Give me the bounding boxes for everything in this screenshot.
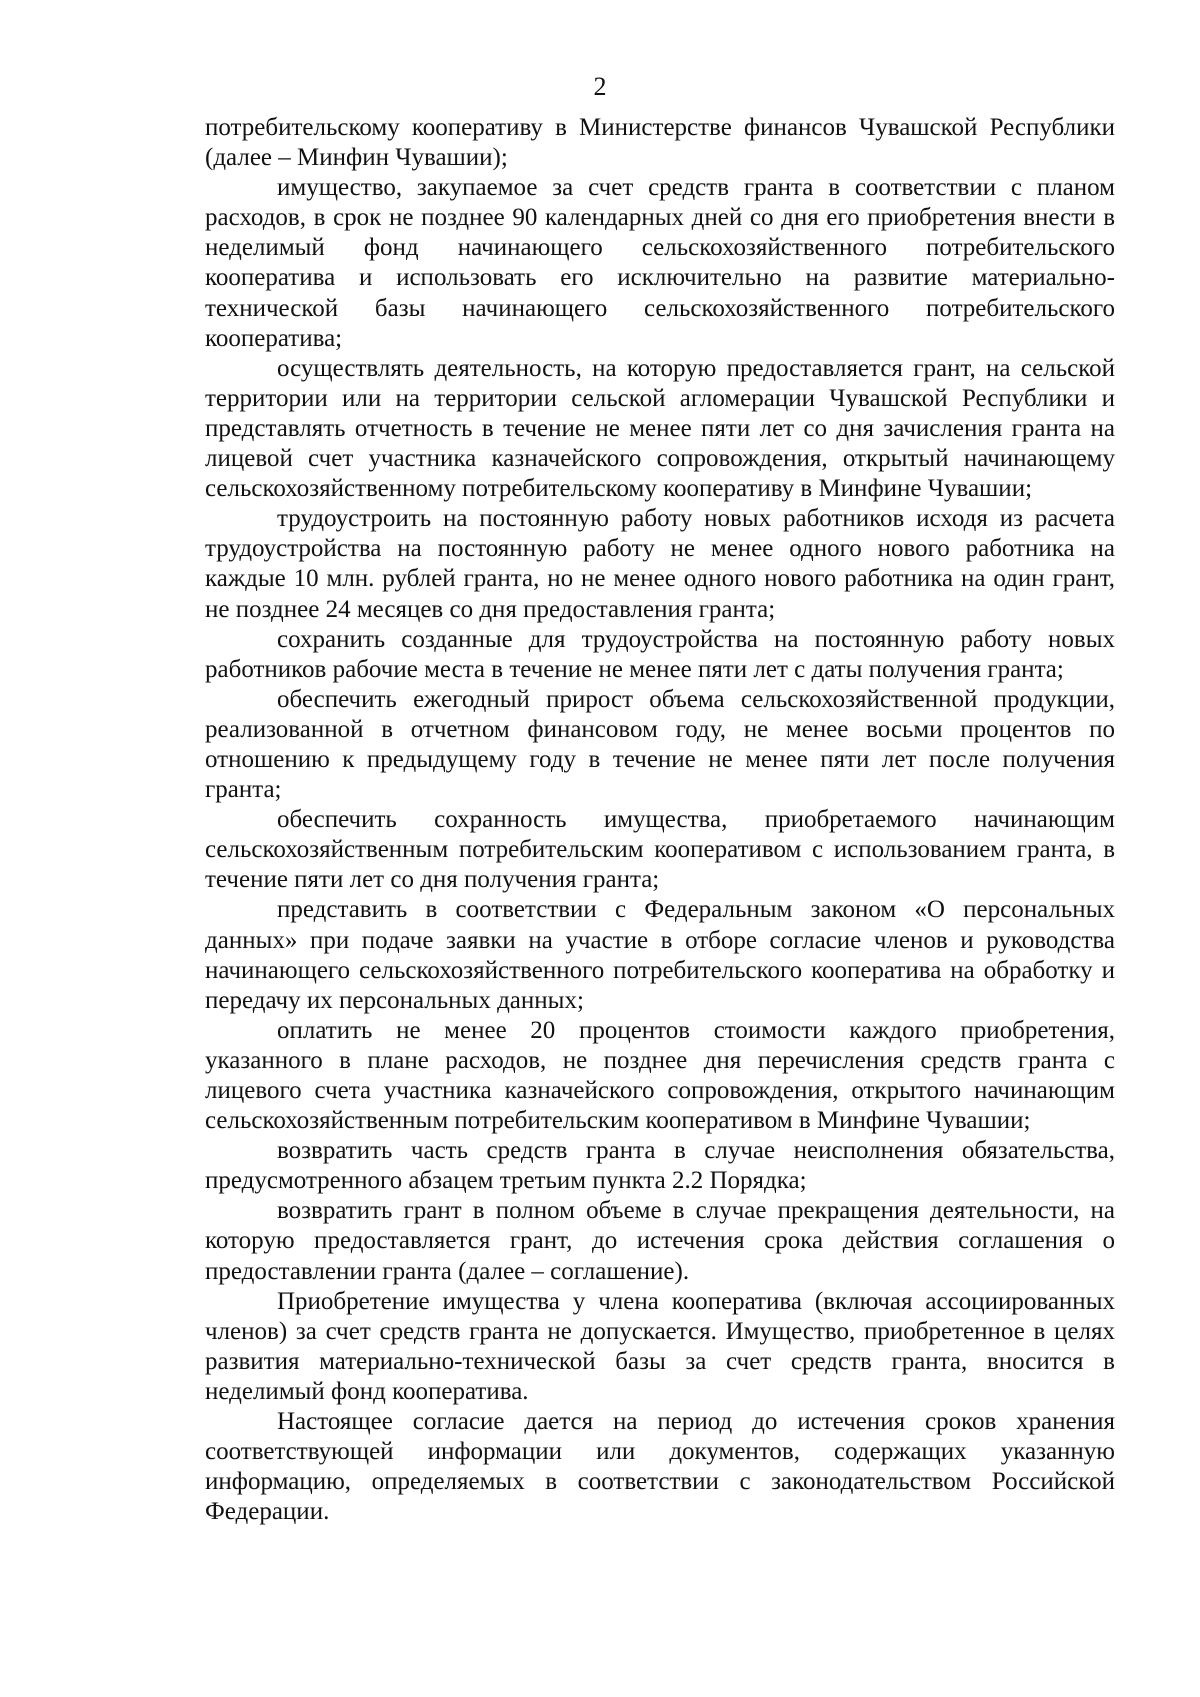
paragraph-full-return: возвратить грант в полном объеме в случае прекращения деятельности, на которую предоставляется грант, до истечения срока действия соглашения о предоставлении гранта (далее – соглашение). [205, 1197, 1115, 1285]
paragraph-safekeeping: обеспечить сохранность имущества, приобретаемого начинающим сельскохозяйственным потребительским кооперативом с использованием гранта, в течение пяти лет со дня получения гранта; [205, 806, 1115, 894]
paragraph-growth: обеспечить ежегодный прирост объема сельскохозяйственной продукции, реализованной в отчетном финансовом году, не менее восьми процентов по отношению к предыдущему году в течение не менее пяти лет после получения гранта; [205, 685, 1115, 804]
paragraph-property-fund: имущество, закупаемое за счет средств гранта в соответствии с планом расходов, в срок не позднее 90 календарных дней со дня его приобретения внести в неделимый фонд начинающего сельскохозяйственного потребительского кооператива и использовать его исключительно на развитие материально-технической базы начинающего сельскохозяйственного потребительского кооператива; [205, 174, 1115, 352]
paragraph-consent-period: Настоящее согласие дается на период до истечения сроков хранения соответствующей информации или документов, содержащих указанную информацию, определяемых в соответствии с законодательством Российской Федерации. [205, 1408, 1115, 1526]
paragraph-keep-jobs: сохранить созданные для трудоустройства на постоянную работу новых работников рабочие места в течение не менее пяти лет с даты получения гранта; [205, 625, 1115, 683]
paragraph-member-purchase: Приобретение имущества у члена кооператива (включая ассоциированных членов) за счет средств гранта не допускается. Имущество, приобретенное в целях развития материально-технической базы за счет средств гранта, вносится в неделимый фонд кооператива. [205, 1287, 1115, 1405]
paragraph-co-payment: оплатить не менее 20 процентов стоимости каждого приобретения, указанного в плане расходов, не позднее дня перечисления средств гранта с лицевого счета участника казначейского сопровождения, открытого начинающим сельскохозяйственным потребительским кооперативом в Минфине Чувашии; [205, 1016, 1115, 1135]
paragraph-activity-reporting: осуществлять деятельность, на которую предоставляется грант, на сельской территории или на территории сельской агломерации Чувашской Республики и представлять отчетность в течение не менее пяти лет со дня зачисления гранта на лицевой счет участника казначейского сопровождения, открытый начинающему сельскохозяйственному потребительскому кооперативу в Минфине Чувашии; [205, 354, 1115, 503]
page-number: 2 [593, 72, 607, 101]
paragraph-partial-return: возвратить часть средств гранта в случае неисполнения обязательства, предусмотренного абзацем третьим пункта 2.2 Порядка; [205, 1137, 1115, 1195]
paragraph-employment: трудоустроить на постоянную работу новых работников исходя из расчета трудоустройства на постоянную работу не менее одного нового работника на каждые 10 млн. рублей гранта, но не менее одного нового работника на один грант, не позднее 24 месяцев со дня предоставления гранта; [205, 505, 1115, 623]
document-body [205, 113, 1115, 1527]
paragraph-personal-data: представить в соответствии с Федеральным законом «О персональных данных» при подаче заявки на участие в отборе согласие членов и руководства начинающего сельскохозяйственного потребительского кооператива на обработку и передачу их персональных данных; [205, 896, 1115, 1014]
paragraph-continuation: потребительскому кооперативу в Министерстве финансов Чувашской Республики (далее – Минфин Чувашии); [205, 114, 1115, 172]
